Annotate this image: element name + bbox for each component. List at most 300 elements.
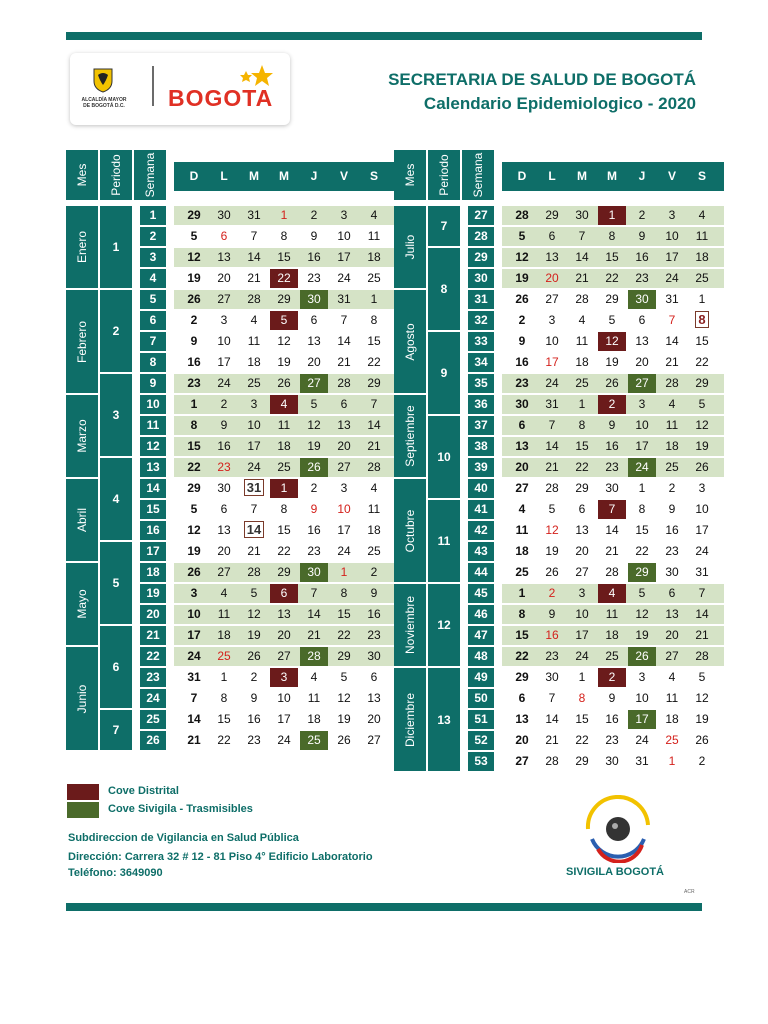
left-day-cell	[210, 395, 238, 414]
left-week-row	[174, 416, 396, 435]
left-week-row	[174, 542, 396, 561]
right-day-value: 7	[578, 229, 586, 243]
left-week-row	[174, 374, 396, 393]
right-day-value: 30	[515, 397, 529, 411]
right-day-cell	[658, 227, 686, 246]
left-day-value: 30	[217, 481, 231, 495]
right-day-cell	[508, 458, 536, 477]
left-day-value: 16	[307, 523, 321, 537]
left-day-value: 24	[337, 271, 351, 285]
left-day-cell	[240, 563, 268, 582]
right-day-cell	[598, 458, 626, 477]
left-day-value: 25	[367, 271, 381, 285]
bogota-logo: BOGOTA	[168, 85, 274, 111]
left-day-cell	[210, 206, 238, 225]
left-day-cell	[180, 374, 208, 393]
left-day-cell	[300, 584, 328, 603]
right-day-value: 17	[545, 355, 559, 369]
left-day-value: 4	[370, 208, 378, 222]
right-day-value: 28	[545, 481, 559, 495]
right-day-value: 11	[665, 418, 679, 432]
right-day-value: 8	[518, 607, 526, 621]
left-day-value: 22	[337, 628, 351, 642]
left-day-value: 11	[277, 418, 291, 432]
left-week-number: 21	[140, 626, 166, 645]
right-day-cell	[688, 563, 716, 582]
right-day-value: 2	[608, 397, 616, 411]
right-day-value: 11	[515, 523, 529, 537]
right-day-value: 21	[605, 544, 619, 558]
right-day-value: 10	[635, 691, 649, 705]
legend-swatch-cove-distrital	[67, 784, 99, 800]
right-day-value: 27	[515, 481, 529, 495]
left-week-number: 7	[140, 332, 166, 351]
right-day-value: 13	[515, 439, 529, 453]
right-day-value: 15	[515, 628, 529, 642]
left-period-label: 2	[112, 324, 120, 338]
left-week-number: 19	[140, 584, 166, 603]
right-day-value: 30	[545, 670, 559, 684]
right-day-value: 1	[518, 586, 526, 600]
left-period-label: 5	[112, 576, 120, 590]
right-day-value: 8	[608, 229, 616, 243]
left-day-value: 12	[187, 250, 201, 264]
right-day-value: 12	[695, 691, 709, 705]
right-week-number: 45	[468, 584, 494, 603]
right-day-cell	[688, 269, 716, 288]
acr-label: ACR	[684, 889, 695, 895]
right-day-value: 3	[638, 397, 646, 411]
right-week-number: 41	[468, 500, 494, 519]
right-day-cell	[508, 290, 536, 309]
right-day-value: 26	[545, 565, 559, 579]
left-day-cell	[300, 668, 328, 687]
left-day-value: 3	[280, 670, 288, 684]
right-day-value: 3	[548, 313, 556, 327]
right-day-cell	[538, 584, 566, 603]
right-day-cell	[538, 437, 566, 456]
right-day-value: 2	[638, 208, 646, 222]
left-day-value: 3	[220, 313, 228, 327]
right-day-cell	[688, 290, 716, 309]
right-day-cell	[628, 458, 656, 477]
right-day-value: 29	[635, 565, 649, 579]
right-day-value: 9	[638, 229, 646, 243]
right-day-cell	[658, 290, 686, 309]
right-period-cell	[428, 416, 460, 498]
left-day-value: 28	[307, 649, 321, 663]
left-day-value: 25	[217, 649, 231, 663]
right-day-cell	[508, 311, 536, 330]
left-day-cell	[270, 689, 298, 708]
left-period-cell	[100, 710, 132, 750]
right-day-value: 3	[698, 481, 706, 495]
left-day-value: 12	[187, 523, 201, 537]
right-day-cell	[658, 479, 686, 498]
right-day-value: 12	[695, 418, 709, 432]
left-day-cell	[360, 647, 388, 666]
right-day-cell	[658, 374, 686, 393]
left-day-value: 16	[187, 355, 201, 369]
right-day-value: 31	[665, 292, 679, 306]
left-day-cell	[180, 269, 208, 288]
left-week-row	[174, 248, 396, 267]
left-period-label: 7	[112, 723, 120, 737]
right-day-cell	[598, 605, 626, 624]
left-day-value: 13	[307, 334, 321, 348]
left-day-value: 23	[217, 460, 231, 474]
right-week-number: 39	[468, 458, 494, 477]
right-day-cell	[568, 584, 596, 603]
left-day-cell	[330, 353, 358, 372]
left-day-value: 30	[307, 565, 321, 579]
right-day-cell	[688, 584, 716, 603]
left-day-value: 10	[337, 502, 351, 516]
left-day-cell	[270, 563, 298, 582]
right-week-row	[502, 500, 724, 519]
right-period-cell	[428, 332, 460, 414]
left-day-value: 5	[310, 397, 318, 411]
right-day-cell	[598, 332, 626, 351]
right-day-value: 15	[575, 712, 589, 726]
right-day-value: 4	[668, 670, 676, 684]
left-day-value: 21	[337, 355, 351, 369]
right-day-cell	[658, 563, 686, 582]
left-day-cell	[360, 290, 388, 309]
left-day-cell	[240, 626, 268, 645]
right-header-semana-label: Semana	[471, 152, 485, 198]
left-header-periodo-label: Periodo	[109, 154, 123, 196]
right-day-value: 18	[665, 439, 679, 453]
left-day-cell	[300, 206, 328, 225]
left-day-cell	[300, 332, 328, 351]
left-day-cell	[210, 647, 238, 666]
left-day-value: 22	[187, 460, 201, 474]
left-week-row	[174, 458, 396, 477]
right-day-cell	[628, 311, 656, 330]
left-day-value: 3	[250, 397, 258, 411]
left-day-cell	[330, 500, 358, 519]
left-day-cell	[180, 710, 208, 729]
left-day-value: 12	[307, 418, 321, 432]
right-week-number: 44	[468, 563, 494, 582]
right-day-cell	[658, 731, 686, 750]
right-day-cell	[538, 416, 566, 435]
left-day-cell	[270, 374, 298, 393]
right-day-cell	[508, 668, 536, 687]
left-day-cell	[330, 248, 358, 267]
left-day-header: L	[220, 169, 228, 183]
right-day-cell	[508, 647, 536, 666]
right-day-cell	[658, 626, 686, 645]
right-day-value: 23	[605, 460, 619, 474]
left-week-row	[174, 689, 396, 708]
left-day-cell	[210, 668, 238, 687]
right-day-cell	[538, 731, 566, 750]
left-day-cell	[240, 500, 268, 519]
right-day-value: 30	[605, 481, 619, 495]
right-day-value: 13	[575, 523, 589, 537]
right-day-cell	[508, 626, 536, 645]
right-day-cell	[508, 521, 536, 540]
right-day-value: 31	[695, 565, 709, 579]
right-week-number: 36	[468, 395, 494, 414]
left-period-label: 6	[112, 660, 120, 674]
right-day-cell	[628, 689, 656, 708]
right-day-cell	[658, 248, 686, 267]
right-day-value: 22	[695, 355, 709, 369]
left-day-cell	[240, 269, 268, 288]
left-day-cell	[180, 500, 208, 519]
right-day-value: 31	[635, 754, 649, 768]
right-day-cell	[568, 668, 596, 687]
left-day-value: 2	[370, 565, 378, 579]
right-day-cell	[598, 689, 626, 708]
right-day-cell	[658, 584, 686, 603]
left-day-value: 10	[277, 691, 291, 705]
right-day-cell	[508, 605, 536, 624]
left-week-number: 17	[140, 542, 166, 561]
left-day-cell	[330, 626, 358, 645]
right-day-value: 3	[638, 670, 646, 684]
right-day-value: 1	[608, 208, 616, 222]
right-day-cell	[658, 668, 686, 687]
right-day-cell	[598, 353, 626, 372]
left-month-cell	[66, 206, 98, 288]
left-day-value: 27	[217, 292, 231, 306]
left-day-value: 19	[187, 544, 201, 558]
left-week-row	[174, 647, 396, 666]
right-day-cell	[658, 710, 686, 729]
left-day-value: 2	[250, 670, 258, 684]
right-day-cell	[598, 479, 626, 498]
left-period-cell	[100, 206, 132, 288]
left-day-value: 23	[247, 733, 261, 747]
left-day-cell	[300, 563, 328, 582]
left-day-cell	[270, 290, 298, 309]
right-day-cell	[568, 311, 596, 330]
page-title: SECRETARIA DE SALUD DE BOGOTÁ	[388, 70, 696, 89]
left-day-value: 26	[307, 460, 321, 474]
left-week-row	[174, 332, 396, 351]
right-day-value: 29	[545, 208, 559, 222]
right-day-value: 14	[695, 607, 709, 621]
right-day-value: 19	[695, 712, 709, 726]
right-week-number: 34	[468, 353, 494, 372]
right-day-value: 20	[635, 355, 649, 369]
right-day-value: 18	[575, 355, 589, 369]
right-day-cell	[568, 521, 596, 540]
right-day-value: 1	[578, 670, 586, 684]
left-day-cell	[360, 206, 388, 225]
right-day-value: 6	[638, 313, 646, 327]
left-week-number: 9	[140, 374, 166, 393]
right-period-label: 7	[440, 219, 448, 233]
right-day-cell	[568, 269, 596, 288]
right-day-cell	[538, 206, 566, 225]
left-month-label: Junio	[75, 684, 89, 713]
right-day-cell	[688, 353, 716, 372]
left-day-value: 16	[367, 607, 381, 621]
right-day-value: 27	[575, 565, 589, 579]
right-day-cell	[658, 269, 686, 288]
right-day-value: 23	[545, 649, 559, 663]
left-day-value: 27	[277, 649, 291, 663]
left-day-cell	[240, 353, 268, 372]
right-day-cell	[508, 416, 536, 435]
left-day-cell	[330, 563, 358, 582]
left-day-value: 1	[280, 208, 288, 222]
left-day-value: 13	[217, 523, 231, 537]
right-week-number: 32	[468, 311, 494, 330]
legend-swatch-cove-sivigila	[67, 802, 99, 818]
right-day-cell	[628, 416, 656, 435]
right-day-cell	[568, 731, 596, 750]
left-period-cell	[100, 290, 132, 372]
left-day-cell	[300, 311, 328, 330]
left-day-value: 10	[217, 334, 231, 348]
right-day-cell	[628, 542, 656, 561]
left-day-cell	[240, 479, 268, 498]
left-week-number: 22	[140, 647, 166, 666]
right-day-cell	[688, 752, 716, 771]
right-day-cell	[598, 269, 626, 288]
left-day-value: 29	[277, 292, 291, 306]
left-week-row	[174, 290, 396, 309]
right-day-cell	[568, 500, 596, 519]
left-day-cell	[300, 500, 328, 519]
left-day-cell	[210, 479, 238, 498]
left-day-cell	[180, 521, 208, 540]
right-day-cell	[538, 542, 566, 561]
left-month-label: Febrero	[75, 320, 89, 363]
right-day-value: 19	[515, 271, 529, 285]
left-week-row	[174, 227, 396, 246]
right-day-cell	[658, 458, 686, 477]
right-day-value: 24	[695, 544, 709, 558]
left-header-periodo	[100, 150, 132, 200]
left-day-value: 15	[277, 523, 291, 537]
left-day-value: 17	[337, 523, 351, 537]
right-day-value: 24	[635, 460, 649, 474]
right-day-value: 19	[545, 544, 559, 558]
right-day-cell	[568, 248, 596, 267]
left-day-value: 30	[217, 208, 231, 222]
right-day-cell	[538, 332, 566, 351]
left-day-value: 15	[277, 250, 291, 264]
right-day-cell	[508, 395, 536, 414]
left-day-value: 28	[367, 460, 381, 474]
right-day-value: 27	[665, 649, 679, 663]
right-day-cell	[628, 605, 656, 624]
right-day-cell	[598, 752, 626, 771]
right-day-cell	[568, 353, 596, 372]
left-day-cell	[360, 605, 388, 624]
left-day-cell	[180, 626, 208, 645]
right-day-cell	[658, 353, 686, 372]
right-day-value: 10	[665, 229, 679, 243]
right-day-value: 10	[575, 607, 589, 621]
left-month-cell	[66, 647, 98, 750]
left-day-value: 4	[370, 481, 378, 495]
left-day-value: 8	[280, 229, 288, 243]
left-day-cell	[210, 374, 238, 393]
right-week-row	[502, 269, 724, 288]
right-day-cell	[568, 689, 596, 708]
right-day-value: 14	[605, 523, 619, 537]
right-day-cell	[688, 668, 716, 687]
logo-box	[70, 53, 290, 125]
left-day-cell	[210, 227, 238, 246]
right-day-value: 8	[695, 311, 708, 328]
right-day-cell	[628, 437, 656, 456]
left-day-cell	[330, 584, 358, 603]
left-day-cell	[240, 521, 268, 540]
right-day-value: 16	[605, 712, 619, 726]
left-day-cell	[180, 227, 208, 246]
left-week-number: 6	[140, 311, 166, 330]
left-day-value: 19	[187, 271, 201, 285]
left-day-cell	[330, 395, 358, 414]
left-week-row	[174, 395, 396, 414]
left-day-value: 27	[367, 733, 381, 747]
sivigila-label: SIVIGILA BOGOTÁ	[566, 866, 664, 878]
right-week-number: 27	[468, 206, 494, 225]
right-week-row	[502, 479, 724, 498]
left-day-cell	[270, 269, 298, 288]
left-period-cell	[100, 458, 132, 540]
right-day-value: 9	[608, 418, 616, 432]
right-week-number: 28	[468, 227, 494, 246]
left-week-number: 24	[140, 689, 166, 708]
right-day-value: 1	[698, 292, 706, 306]
right-day-value: 21	[545, 460, 559, 474]
left-day-value: 16	[247, 712, 261, 726]
left-day-cell	[210, 710, 238, 729]
left-day-value: 5	[250, 586, 258, 600]
right-day-value: 22	[635, 544, 649, 558]
right-period-label: 11	[437, 534, 451, 548]
right-day-value: 16	[665, 523, 679, 537]
left-day-value: 18	[367, 523, 381, 537]
left-day-value: 15	[367, 334, 381, 348]
left-day-value: 23	[307, 271, 321, 285]
right-day-cell	[658, 416, 686, 435]
left-day-value: 12	[277, 334, 291, 348]
right-day-value: 1	[578, 397, 586, 411]
right-day-value: 20	[515, 460, 529, 474]
footer-subdireccion: Subdireccion de Vigilancia en Salud Pública	[68, 832, 299, 844]
right-day-cell	[688, 521, 716, 540]
left-day-value: 4	[310, 670, 318, 684]
right-day-value: 11	[695, 229, 709, 243]
left-week-number: 3	[140, 248, 166, 267]
right-header-mes	[394, 150, 426, 200]
right-day-header: M	[577, 169, 587, 183]
right-day-cell	[508, 479, 536, 498]
right-week-number: 42	[468, 521, 494, 540]
left-day-cell	[300, 374, 328, 393]
left-day-value: 5	[190, 502, 198, 516]
left-day-cell	[240, 374, 268, 393]
left-day-value: 12	[337, 691, 351, 705]
left-day-value: 3	[340, 481, 348, 495]
left-day-cell	[180, 353, 208, 372]
right-day-value: 19	[605, 355, 619, 369]
right-day-value: 2	[548, 586, 556, 600]
right-day-value: 5	[698, 670, 706, 684]
right-day-value: 12	[635, 607, 649, 621]
